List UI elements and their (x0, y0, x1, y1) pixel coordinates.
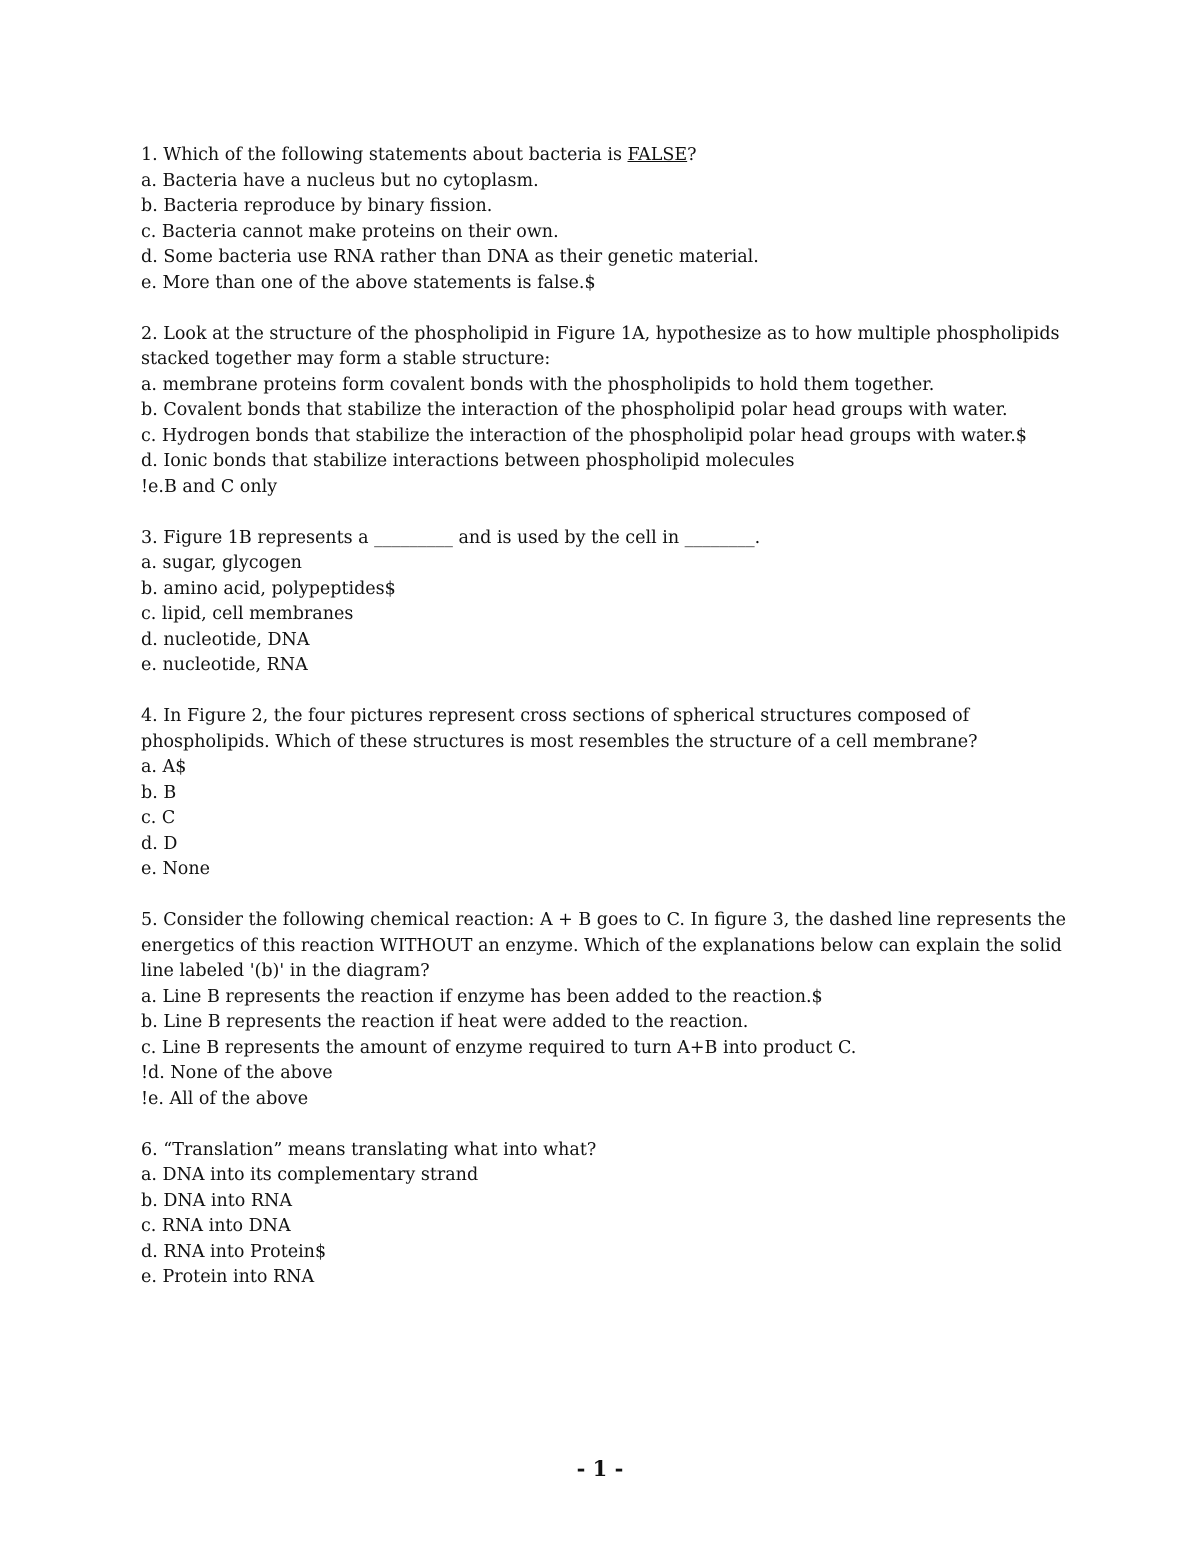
answer-option: c. Line B represents the amount of enzyme required to turn A+B into product C. (141, 1037, 857, 1058)
question-1 (141, 143, 1081, 296)
answer-option: d. Some bacteria use RNA rather than DNA as their genetic material. (141, 247, 759, 267)
answer-option: e. Protein into RNA (141, 1267, 315, 1287)
answer-option: b. amino acid, polypeptides$ (141, 578, 396, 599)
answer-option: b. Line B represents the reaction if heat were added to the reaction. (141, 1012, 749, 1032)
answer-option: !d. None of the above (141, 1063, 333, 1083)
answer-option: b. Covalent bonds that stabilize the interaction of the phospholipid polar head groups with water. (141, 400, 1008, 420)
question-5 (141, 908, 1081, 1112)
answer-option: d. D (141, 833, 178, 854)
answer-option: !e.B and C only (141, 476, 278, 497)
answer-option: c. C (141, 808, 176, 828)
page-number: - 1 - (576, 1456, 624, 1481)
answer-option: d. Ionic bonds that stabilize interactions between phospholipid molecules (141, 451, 795, 471)
question-stem: 3. Figure 1B represents a _________ and is used by the cell in ________. (141, 527, 761, 548)
answer-option: c. RNA into DNA (141, 1216, 291, 1236)
answer-option: b. B (141, 782, 177, 803)
answer-option: d. nucleotide, DNA (141, 629, 310, 650)
question-list (141, 143, 1081, 1316)
question-3 (141, 526, 1081, 679)
answer-option: a. DNA into its complementary strand (141, 1165, 479, 1185)
question-stem (141, 143, 1081, 169)
answer-option: e. None (141, 859, 210, 879)
answer-option: b. DNA into RNA (141, 1190, 292, 1211)
answer-option: e. More than one of the above statements is false.$ (141, 272, 596, 293)
answer-option: a. Bacteria have a nucleus but no cytoplasm. (141, 170, 539, 191)
stem-text-after: ? (687, 145, 697, 165)
answer-option: c. lipid, cell membranes (141, 604, 354, 624)
answer-option: c. Hydrogen bonds that stabilize the interaction of the phospholipid polar head groups with water.$ (141, 425, 1027, 446)
question-4 (141, 704, 1081, 883)
question-stem: 6. “Translation” means translating what into what? (141, 1139, 597, 1160)
answer-option: e. nucleotide, RNA (141, 655, 308, 675)
question-6 (141, 1138, 1081, 1291)
stem-emphasis: FALSE (627, 145, 688, 165)
question-2 (141, 322, 1081, 501)
question-stem: 4. In Figure 2, the four pictures represent cross sections of spherical structures composed of phospholipids. Which of these structures is most resembles the structure of a cell membrane? (141, 706, 978, 752)
question-stem: 5. Consider the following chemical reaction: A + B goes to C. In figure 3, the dashed line represents the energetics of this reaction WITHOUT an enzyme. Which of the explanations below can explain the solid line labeled '(b)' in the diagram? (141, 910, 1067, 981)
answer-option: !e. All of the above (141, 1088, 309, 1109)
answer-option: c. Bacteria cannot make proteins on their own. (141, 221, 559, 242)
stem-text-before: 1. Which of the following statements about bacteria is (141, 145, 628, 165)
answer-option: a. Line B represents the reaction if enzyme has been added to the reaction.$ (141, 986, 823, 1007)
question-stem: 2. Look at the structure of the phospholipid in Figure 1A, hypothesize as to how multiple phospholipids stacked together may form a stable structure: (141, 323, 1060, 369)
answer-option: d. RNA into Protein$ (141, 1241, 327, 1262)
answer-option: a. sugar, glycogen (141, 553, 302, 573)
answer-option: a. A$ (141, 757, 187, 777)
answer-option: b. Bacteria reproduce by binary fission. (141, 196, 493, 216)
answer-option: a. membrane proteins form covalent bonds with the phospholipids to hold them together. (141, 374, 935, 395)
